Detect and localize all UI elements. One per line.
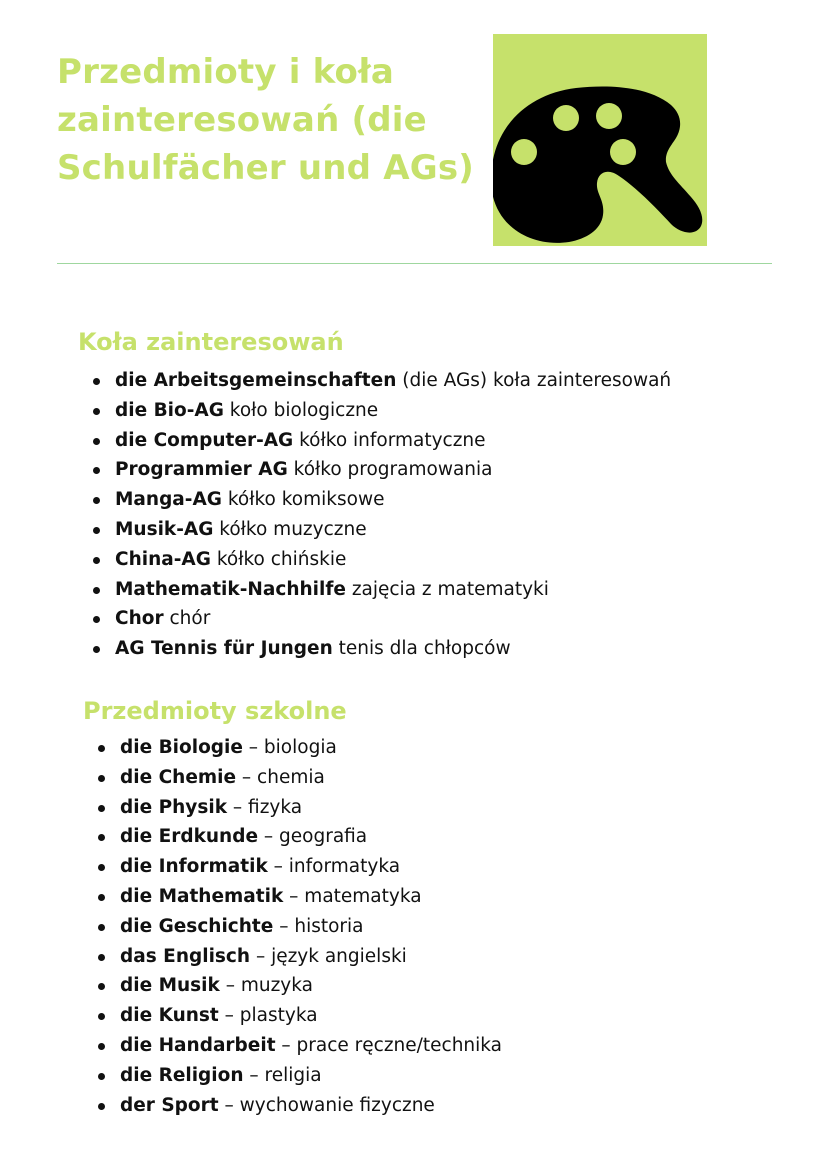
vocab-translation: – biologia (242, 737, 337, 758)
vocab-term: die Arbeitsgemeinschaften (115, 370, 397, 391)
list-item (93, 604, 671, 634)
list-item (93, 366, 671, 396)
vocab-term: die Mathematik (120, 885, 284, 907)
list-item (93, 575, 671, 605)
vocab-term: China-AG (115, 548, 211, 570)
vocab-term: die Informatik (120, 856, 268, 878)
vocab-translation: kółko komiksowe (221, 489, 385, 511)
list-item (98, 1091, 502, 1121)
vocab-translation: – prace ręczne/technika (275, 1034, 503, 1056)
list-item (98, 1001, 502, 1031)
list-item (98, 882, 502, 912)
list-item (98, 971, 502, 1001)
vocab-translation: chór (163, 608, 211, 630)
vocab-translation: koło biologiczne (223, 399, 379, 421)
divider (57, 263, 772, 264)
vocab-term: der Sport (120, 1094, 219, 1116)
list-item (98, 793, 502, 823)
vocab-translation: kółko chińskie (210, 548, 347, 570)
vocab-term: die Physik (120, 796, 228, 818)
vocab-term: die Bio-AG (115, 399, 224, 421)
vocab-translation: – geografia (258, 826, 368, 848)
list-item (98, 822, 502, 852)
vocab-translation: kółko programowania (287, 459, 493, 481)
vocab-term: die Geschichte (120, 915, 274, 937)
vocab-translation: – chemia (236, 766, 325, 788)
vocab-translation: – fizyka (227, 796, 303, 818)
vocab-translation: – muzyka (219, 975, 313, 997)
list-item (98, 912, 502, 942)
vocab-translation: – informatyka (267, 856, 401, 878)
list-item (98, 852, 502, 882)
clubs-list (93, 366, 671, 664)
list-item (93, 634, 671, 664)
vocab-term: das Englisch (120, 945, 251, 967)
vocab-term: die Computer-AG (115, 429, 294, 451)
clubs-heading: Koła zainteresowań (78, 328, 344, 356)
subjects-list (98, 733, 502, 1120)
vocab-translation: (die AGs) koła zainteresowań (396, 370, 672, 391)
vocab-translation: – historia (273, 915, 364, 937)
vocab-translation: – wychowanie fizyczne (218, 1094, 435, 1116)
list-item (93, 396, 671, 426)
list-item (93, 545, 671, 575)
vocab-translation: tenis dla chłopców (332, 638, 511, 660)
list-item (93, 455, 671, 485)
list-item (98, 763, 502, 793)
vocab-term: die Religion (120, 1064, 244, 1086)
vocab-term: Manga-AG (115, 489, 222, 511)
list-item (93, 485, 671, 515)
list-item (93, 426, 671, 456)
vocab-term: die Chemie (120, 766, 237, 788)
vocab-term: die Biologie (120, 737, 243, 758)
vocab-term: die Musik (120, 975, 220, 997)
list-item (98, 1061, 502, 1091)
vocab-term: Mathematik-Nachhilfe (115, 578, 346, 600)
page-title: Przedmioty i koła zainteresowań (die Schulfächer und AGs) (57, 52, 475, 188)
vocab-translation: kółko informatyczne (293, 429, 486, 451)
list-item (98, 733, 502, 763)
vocab-term: Musik-AG (115, 518, 214, 540)
subjects-heading: Przedmioty szkolne (83, 697, 347, 725)
palette-icon-box (493, 34, 707, 246)
list-item (93, 515, 671, 545)
vocab-translation: – matematyka (283, 885, 422, 907)
vocab-translation: zajęcia z matematyki (345, 578, 549, 600)
vocab-term: Chor (115, 608, 164, 630)
vocab-translation: – religia (243, 1064, 322, 1086)
vocab-translation: kółko muzyczne (213, 518, 367, 540)
vocab-term: AG Tennis für Jungen (115, 638, 333, 660)
vocab-term: Programmier AG (115, 459, 288, 481)
vocab-term: die Erdkunde (120, 826, 259, 848)
list-item (98, 942, 502, 972)
palette-icon (493, 34, 707, 246)
vocab-translation: – język angielski (250, 945, 407, 967)
list-item (98, 1031, 502, 1061)
vocab-term: die Kunst (120, 1005, 219, 1027)
vocab-translation: – plastyka (218, 1005, 318, 1027)
vocab-term: die Handarbeit (120, 1034, 276, 1056)
